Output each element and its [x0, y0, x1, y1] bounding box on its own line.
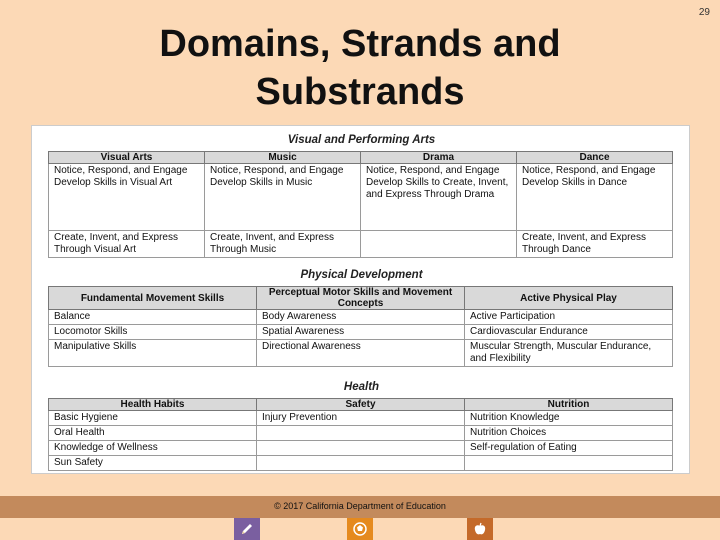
cell-line: Develop Skills to Create, Invent, and Express Through Drama — [366, 177, 509, 200]
table-cell: Self-regulation of Eating — [465, 441, 673, 456]
table-cell: Muscular Strength, Muscular Endurance, and Flexibility — [465, 340, 673, 367]
domains-table-image — [31, 125, 690, 474]
table-row — [49, 325, 673, 340]
health-header-safety: Safety — [257, 399, 465, 411]
table-cell — [257, 426, 465, 441]
table-cell: Basic Hygiene — [49, 411, 257, 426]
footer-copyright: © 2017 California Department of Education — [274, 501, 446, 511]
table-cell — [465, 456, 673, 471]
cell-line: Notice, Respond, and Engage — [522, 165, 656, 176]
table-row — [49, 164, 673, 231]
table-cell — [517, 164, 673, 231]
health-header-nutrition: Nutrition — [465, 399, 673, 411]
table-row — [49, 411, 673, 426]
vpa-header-visual-arts: Visual Arts — [49, 152, 205, 164]
vpa-table — [48, 151, 673, 258]
pd-table — [48, 286, 673, 367]
table-cell: Create, Invent, and Express Through Visual Art — [49, 231, 205, 258]
table-cell: Sun Safety — [49, 456, 257, 471]
pencil-icon[interactable] — [234, 518, 260, 540]
slide-title-line-2: Substrands — [255, 71, 465, 113]
table-cell: Nutrition Choices — [465, 426, 673, 441]
table-row — [49, 340, 673, 367]
pencil-icon-glyph — [239, 521, 255, 537]
ball-icon[interactable] — [347, 518, 373, 540]
table-cell — [257, 456, 465, 471]
apple-icon-glyph — [472, 521, 488, 537]
health-section-title: Health — [343, 381, 380, 393]
health-header-habits: Health Habits — [49, 399, 257, 411]
pd-section-title: Physical Development — [300, 269, 423, 281]
vpa-header-drama: Drama — [361, 152, 517, 164]
table-cell — [205, 164, 361, 231]
slide-title-line-1: Domains, Strands and — [159, 23, 561, 65]
apple-icon[interactable] — [467, 518, 493, 540]
cell-line: Notice, Respond, and Engage — [54, 165, 188, 176]
pd-header-active-play: Active Physical Play — [465, 287, 673, 310]
table-cell: Active Participation — [465, 310, 673, 325]
table-cell: Locomotor Skills — [49, 325, 257, 340]
table-row — [49, 456, 673, 471]
vpa-section-title: Visual and Performing Arts — [287, 134, 436, 146]
table-cell: Body Awareness — [257, 310, 465, 325]
cell-line: Notice, Respond, and Engage — [366, 165, 500, 176]
table-row — [49, 426, 673, 441]
table-cell — [361, 164, 517, 231]
cell-line: Notice, Respond, and Engage — [210, 165, 344, 176]
table-cell — [257, 441, 465, 456]
table-cell: Spatial Awareness — [257, 325, 465, 340]
table-row — [49, 441, 673, 456]
table-cell: Oral Health — [49, 426, 257, 441]
ball-icon-glyph — [352, 521, 368, 537]
table-cell: Cardiovascular Endurance — [465, 325, 673, 340]
table-cell: Directional Awareness — [257, 340, 465, 367]
page-number: 29 — [698, 7, 710, 18]
table-cell: Knowledge of Wellness — [49, 441, 257, 456]
table-cell: Create, Invent, and Express Through Music — [205, 231, 361, 258]
pd-header-perceptual-motor: Perceptual Motor Skills and Movement Concepts — [257, 287, 465, 310]
table-cell: Manipulative Skills — [49, 340, 257, 367]
vpa-header-dance: Dance — [517, 152, 673, 164]
table-cell: Create, Invent, and Express Through Dance — [517, 231, 673, 258]
table-row — [49, 310, 673, 325]
table-cell — [361, 231, 517, 258]
pd-header-fundamental-movement: Fundamental Movement Skills — [49, 287, 257, 310]
table-row — [49, 231, 673, 258]
cell-line: Develop Skills in Visual Art — [54, 177, 173, 188]
cell-line: Develop Skills in Dance — [522, 177, 628, 188]
table-cell: Balance — [49, 310, 257, 325]
table-cell: Injury Prevention — [257, 411, 465, 426]
vpa-header-row — [49, 152, 673, 164]
health-table — [48, 398, 673, 471]
table-cell — [49, 164, 205, 231]
slide-title — [100, 20, 620, 116]
cell-line: Develop Skills in Music — [210, 177, 313, 188]
table-cell: Nutrition Knowledge — [465, 411, 673, 426]
pd-header-row — [49, 287, 673, 310]
vpa-header-music: Music — [205, 152, 361, 164]
health-header-row — [49, 399, 673, 411]
